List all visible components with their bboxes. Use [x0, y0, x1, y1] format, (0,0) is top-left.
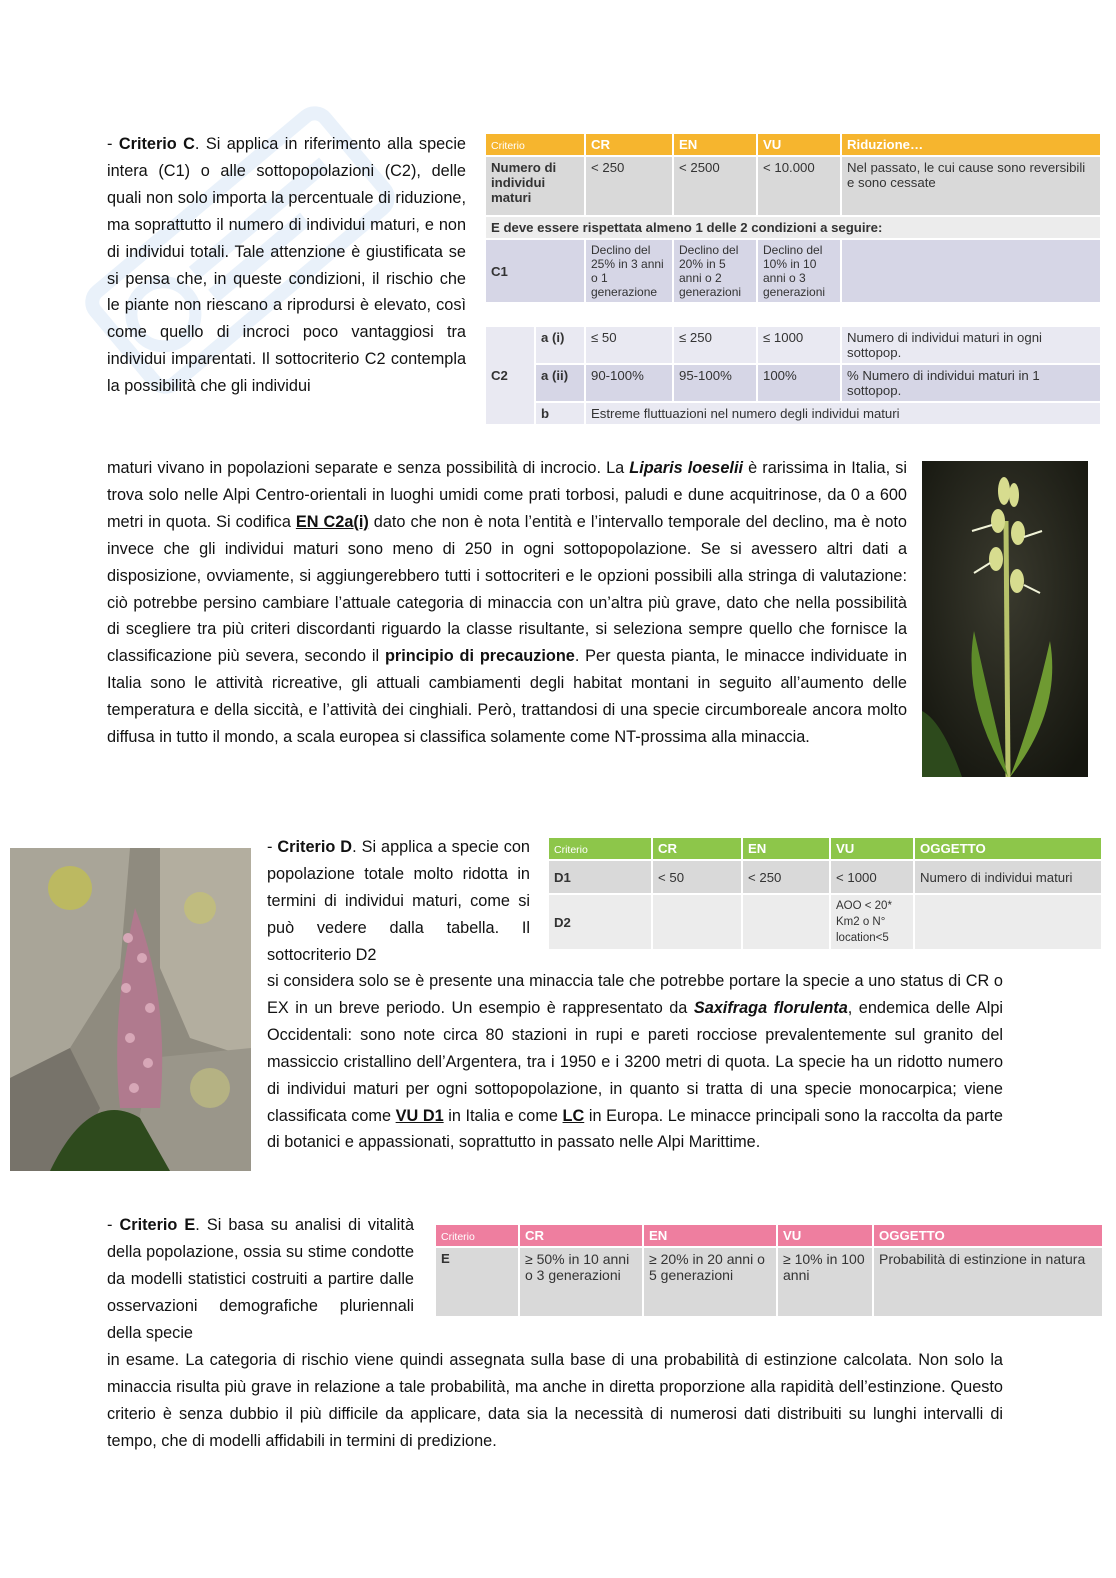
- liparis-loeselii-photo: [922, 461, 1088, 777]
- code-en-c2ai: EN C2a(i): [295, 512, 369, 531]
- criterio-e-title: Criterio E: [119, 1216, 196, 1234]
- criterio-e-intro: - Criterio E. Si basa su analisi di vitalità della popolazione, ossia su stime condotte da modelli statistici costruiti a partire dalle osservazioni demografiche pluriennali della specie: [107, 1216, 414, 1342]
- species-saxifraga: Saxifraga florulenta: [693, 998, 848, 1017]
- criterio-c-title: Criterio C: [118, 135, 195, 153]
- criterio-d-title: Criterio D: [277, 838, 353, 856]
- saxifraga-florulenta-photo: [10, 848, 251, 1171]
- species-liparis: Liparis loeselii: [629, 459, 743, 477]
- criterio-c-body: maturi vivano in popolazioni separate e senza possibilità di incrocio. La Liparis loeselii è rarissima in Italia, si trova solo nelle Alpi Centro-orientali in luoghi umidi come prati torbosi, paludi e dune acquitrinose, da 0 a 600 metri in quota. Si codifica EN C2a(i) dato che non è nota l’entità e l’intervallo temporale del declino, ma è noto invece che gli individui maturi sono meno di 250 in ogni sottopopolazione. Se si avessero altri dati a disposizione, ovviamente, si aggiungerebbero tutti i sottocriteri e le opzioni possibili alla stringa di valutazione: ciò potrebbe persino cambiare l’attuale categoria di minaccia con un’altra più grave, dato che nella possibilità di scegliere tra più criteri discordanti riguardo la classe risultante, si seleziona sempre quello che fornisce la classificazione più severa, secondo il principio di precauzione. Per questa pianta, le minacce individuate in Italia sono le attività ricreative, gli attuali cambiamenti degli habitat montani in seguito all’aumento delle temperatura e della siccità, e l’attività dei cinghiali. Però, trattandosi di una specie circumboreale ancora molto diffusa in tutto il mondo, a scala europea si classifica solamente come NT-prossima alla minaccia.: [107, 459, 907, 747]
- criterio-c-table: Criterio CR EN VU Riduzione… Numero di individui maturi < 250 < 2500 < 10.000 Nel passato, le cui cause sono reversibili e sono cessate E deve essere rispettata almeno 1 delle 2 condizioni a seguire: C1 Declino del 25% in 3 anni o 1 generazione Declino del 20% in 5 anni o 2 generazioni Declino del 10% in 10 anni o 3 generazioni: [484, 132, 1102, 304]
- criterio-e-table: Criterio CR EN VU OGGETTO E ≥ 50% in 10 anni o 3 generazioni ≥ 20% in 20 anni o 5 generazioni ≥ 10% in 100 anni Probabilità di estinzione in natura: [434, 1223, 1104, 1318]
- criterio-c-c2-rows: C2 a (i) ≤ 50 ≤ 250 ≤ 1000 Numero di individui maturi in ogni sottopop. a (ii) 90-100% 95-100% 100% % Numero di individui maturi in 1 sottopop. b Estreme fluttuazioni nel numero degli individui maturi: [484, 325, 1102, 426]
- code-vu-d1: VU D1: [395, 1106, 444, 1125]
- criterio-d-intro: - Criterio D. Si applica a specie con popolazione totale molto ridotta in termini di individui maturi, come si può vedere dalla tabella. Il sottocriterio D2: [267, 838, 530, 964]
- principle-precaution: principio di precauzione: [384, 647, 575, 666]
- criterio-d-table: Criterio CR EN VU OGGETTO D1 < 50 < 250 < 1000 Numero di individui maturi D2 AOO < 20* Km2 o N° location<5: [547, 836, 1103, 951]
- criterio-c-intro: - Criterio C. Si applica in riferimento alla specie intera (C1) o alle sottopopolazioni (C2), delle quali non solo importa la percentuale di riduzione, ma soprattutto il numero di individui maturi, e non di individui totali. Tale attenzione è giustificata se si pensa che, in queste condizioni, il rischio che le piante non riescano a riprodursi è elevato, così come quello di incroci poco vantaggiosi tra individui imparentati. Il sottocriterio C2 contempla la possibilità che gli individui: [107, 135, 466, 396]
- criterio-d-body: si considera solo se è presente una minaccia tale che potrebbe portare la specie a uno status di CR o EX in un breve periodo. Un esempio è rappresentato da Saxifraga florulenta, endemica delle Alpi Occidentali: sono note circa 80 stazioni in rupi e pareti rocciose prevalentemente sul granito del massiccio cristallino dell’Argentera, tra i 1950 e i 3200 metri di quota. La specie ha un ridotto numero di individui maturi per ogni sottopopolazione, in quanto si tratta di una specie monocarpica; viene classificata come VU D1 in Italia e come LC in Europa. Le minacce principali sono la raccolta da parte di botanici e appassionati, soprattutto in passato nelle Alpi Marittime.: [267, 972, 1003, 1152]
- criterio-e-body: in esame. La categoria di rischio viene quindi assegnata sulla base di una probabilità di estinzione calcolata. Non solo la minaccia risulta più grave in relazione a tale probabilità, ma anche in diretta proporzione alla rapidità dell’estinzione. Questo criterio è senza dubbio il più difficile da applicare, data sia la necessità di numerosi dati distribuiti su lunghi intervalli di tempo, che di modelli affidabili in termini di predizione.: [107, 1351, 1003, 1450]
- code-lc: LC: [562, 1106, 585, 1125]
